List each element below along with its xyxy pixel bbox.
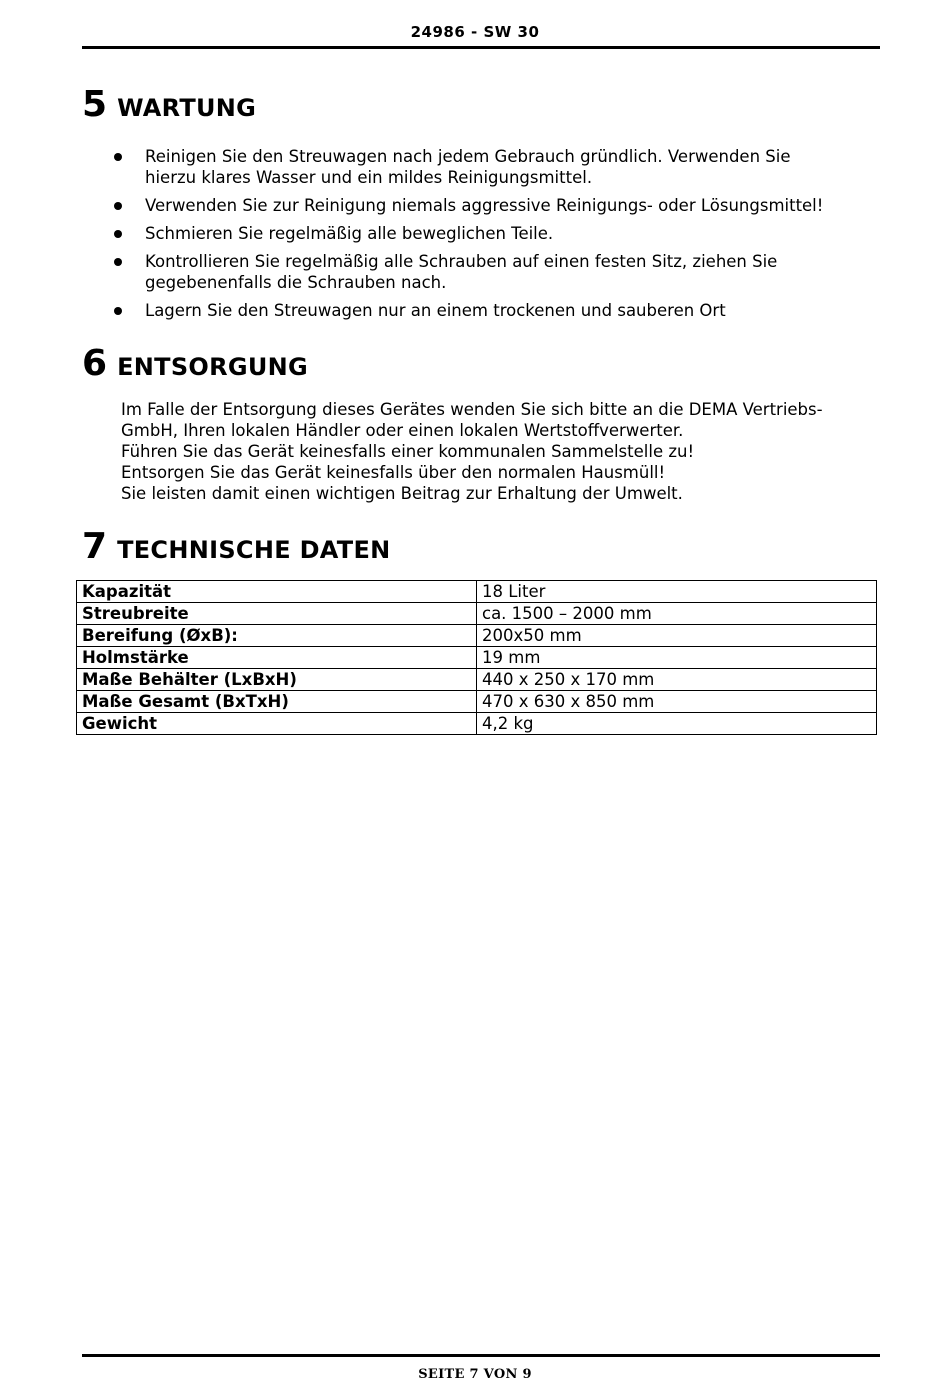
list-item-line: Reinigen Sie den Streuwagen nach jedem Gebrauch gründlich. Verwenden Sie <box>145 147 791 166</box>
page-header: 24986 - SW 30 <box>410 23 540 41</box>
table-row <box>77 603 877 625</box>
spec-label: Maße Behälter (LxBxH) <box>77 669 477 691</box>
spec-value: 18 Liter <box>477 581 877 603</box>
list-item-line: Verwenden Sie zur Reinigung niemals aggressive Reinigungs- oder Lösungsmittel! <box>145 196 824 215</box>
maintenance-list <box>110 146 885 328</box>
section-number: 5 <box>82 84 108 125</box>
spec-label: Maße Gesamt (BxTxH) <box>77 691 477 713</box>
list-item-line: Lagern Sie den Streuwagen nur an einem trockenen und sauberen Ort <box>145 301 726 320</box>
paragraph-line: Führen Sie das Gerät keinesfalls einer kommunalen Sammelstelle zu! <box>121 442 695 461</box>
header-rule <box>82 46 880 49</box>
paragraph-line: GmbH, Ihren lokalen Händler oder einen lokalen Wertstoffverwerter. <box>121 421 684 440</box>
section-title: ENTSORGUNG <box>117 353 309 381</box>
table-row <box>77 581 877 603</box>
spec-value: 440 x 250 x 170 mm <box>477 669 877 691</box>
list-item-line: Kontrollieren Sie regelmäßig alle Schrauben auf einen festen Sitz, ziehen Sie <box>145 252 778 271</box>
footer-rule <box>82 1354 880 1357</box>
section-title: TECHNISCHE DATEN <box>117 536 391 564</box>
bullet-icon <box>114 307 122 315</box>
section-title: WARTUNG <box>117 94 257 122</box>
spec-value: 4,2 kg <box>477 713 877 735</box>
paragraph-line: Sie leisten damit einen wichtigen Beitrag zur Erhaltung der Umwelt. <box>121 484 683 503</box>
paragraph-line: Entsorgen Sie das Gerät keinesfalls über den normalen Hausmüll! <box>121 463 666 482</box>
spec-label: Bereifung (ØxB): <box>77 625 477 647</box>
spec-value: 19 mm <box>477 647 877 669</box>
bullet-icon <box>114 230 122 238</box>
spec-label: Gewicht <box>77 713 477 735</box>
table-row <box>77 669 877 691</box>
spec-value: 470 x 630 x 850 mm <box>477 691 877 713</box>
table-row <box>77 713 877 735</box>
section-number: 6 <box>82 343 108 384</box>
section-heading-entsorgung <box>82 343 308 384</box>
list-item <box>110 146 885 188</box>
section-heading-technische-daten <box>82 526 391 567</box>
paragraph-line: Im Falle der Entsorgung dieses Gerätes wenden Sie sich bitte an die DEMA Vertriebs- <box>121 400 823 419</box>
spec-value: ca. 1500 – 2000 mm <box>477 603 877 625</box>
list-item <box>110 195 885 216</box>
list-item <box>110 223 885 244</box>
specs-table <box>76 580 877 735</box>
spec-value: 200x50 mm <box>477 625 877 647</box>
spec-label: Kapazität <box>77 581 477 603</box>
section-heading-wartung <box>82 84 256 125</box>
bullet-icon <box>114 202 122 210</box>
table-row <box>77 691 877 713</box>
list-item-line: gegebenenfalls die Schrauben nach. <box>145 273 447 292</box>
bullet-icon <box>114 258 122 266</box>
list-item-line: Schmieren Sie regelmäßig alle beweglichen Teile. <box>145 224 554 243</box>
spec-label: Streubreite <box>77 603 477 625</box>
section-number: 7 <box>82 526 108 567</box>
page-footer: SEITE 7 VON 9 <box>418 1367 532 1382</box>
spec-label: Holmstärke <box>77 647 477 669</box>
disposal-paragraph <box>121 399 891 504</box>
bullet-icon <box>114 153 122 161</box>
table-row <box>77 625 877 647</box>
list-item <box>110 251 885 293</box>
table-row <box>77 647 877 669</box>
list-item <box>110 300 885 321</box>
list-item-line: hierzu klares Wasser und ein mildes Reinigungsmittel. <box>145 168 593 187</box>
